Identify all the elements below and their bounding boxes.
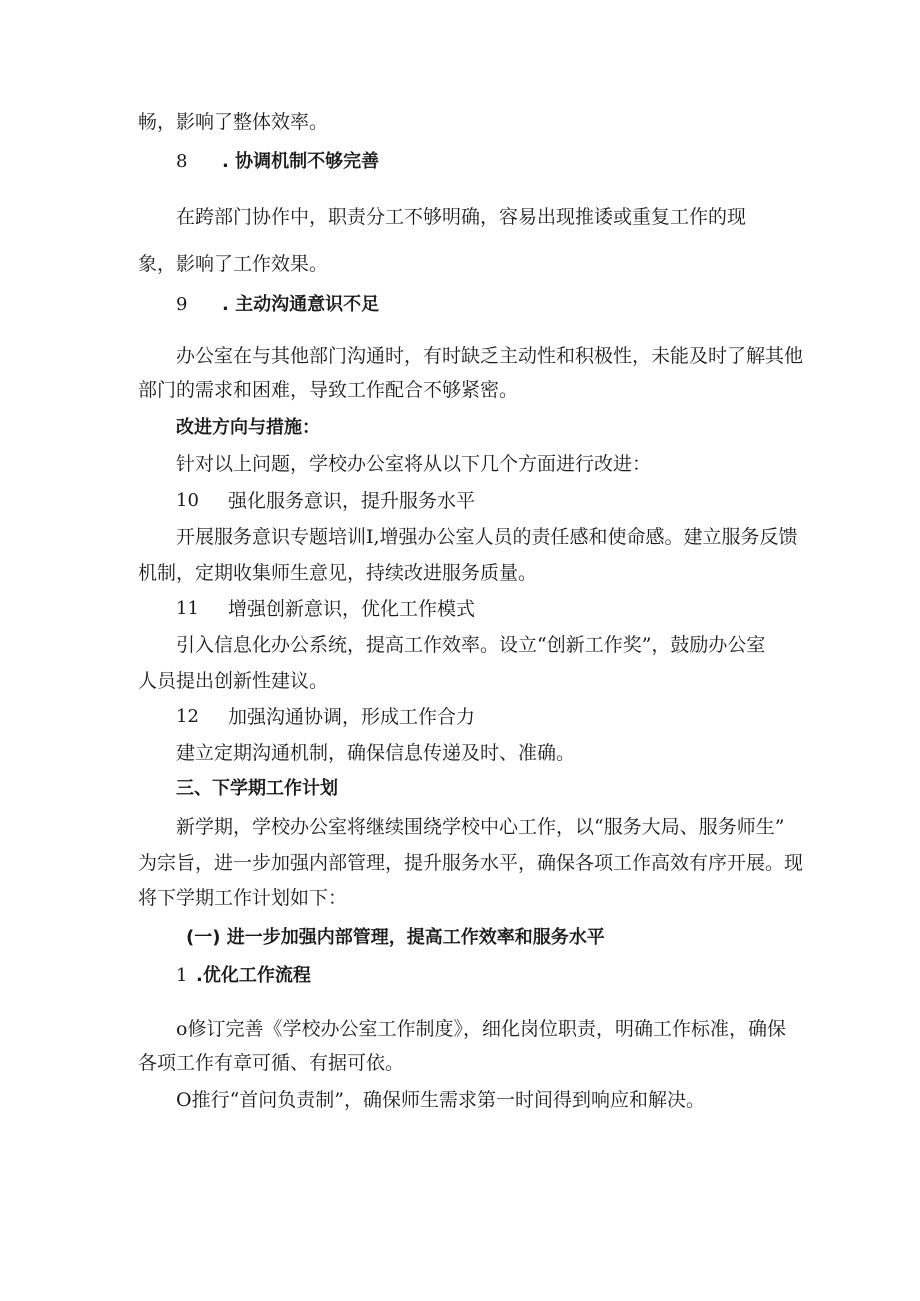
section-heading: . 主动沟通意识不足	[222, 294, 380, 315]
paragraph-line: 象，影响了工作效果。	[138, 253, 329, 275]
item-number: 10	[176, 490, 199, 511]
paragraph-line: 为宗旨，进一步加强内部管理，提升服务水平，确保各项工作高效有序开展。现	[138, 852, 804, 874]
paragraph-line: 引入信息化办公系统，提高工作效率。设立“创新工作奖”，鼓励办公室	[176, 634, 766, 656]
item-number: 12	[176, 706, 199, 727]
paragraph-line: 机制，定期收集师生意见，持续改进服务质量。	[138, 562, 538, 584]
section-heading: 改进方向与措施：	[176, 417, 320, 438]
subsection-heading: (一) 进一步加强内部管理，提高工作效率和服务水平	[186, 927, 605, 948]
paragraph-line: 部门的需求和困难，导致工作配合不够紧密。	[138, 379, 519, 401]
paragraph-line: o修订完善《学校办公室工作制度》，细化岗位职责，明确工作标准，确保	[176, 1018, 786, 1040]
paragraph-line: 畅，影响了整体效率。	[138, 111, 329, 133]
item-number: 11	[176, 598, 199, 619]
item-number: 1	[176, 965, 188, 986]
section-number: 9	[176, 294, 188, 315]
paragraph-line: 新学期，学校办公室将继续围绕学校中心工作，以“服务大局、服务师生”	[176, 816, 785, 838]
item-title: 强化服务意识，提升服务水平	[228, 490, 476, 512]
paragraph-line: 开展服务意识专题培训I,增强办公室人员的责任感和使命感。建立服务反馈	[176, 526, 798, 548]
section-heading: 三、下学期工作计划	[176, 778, 338, 799]
paragraph-line: 建立定期沟通机制，确保信息传递及时、准确。	[176, 742, 576, 764]
paragraph-line: 将下学期工作计划如下：	[138, 887, 348, 909]
item-title: 加强沟通协调，形成工作合力	[228, 706, 476, 728]
section-heading: . 协调机制不够完善	[222, 151, 380, 172]
paragraph-line: 针对以上问题，学校办公室将从以下几个方面进行改进：	[176, 453, 652, 475]
section-number: 8	[176, 151, 188, 172]
paragraph-line: 人员提出创新性建议。	[138, 670, 329, 692]
paragraph-line: 在跨部门协作中，职责分工不够明确，容易出现推诿或重复工作的现	[176, 206, 747, 228]
paragraph-line: O推行“首问负责制”，确保师生需求第一时间得到响应和解决。	[176, 1089, 706, 1111]
paragraph-line: 各项工作有章可循、有据可依。	[138, 1052, 405, 1074]
item-title: 增强创新意识，优化工作模式	[228, 598, 476, 620]
paragraph-line: 办公室在与其他部门沟通时，有时缺乏主动性和积极性，未能及时了解其他	[176, 345, 804, 367]
item-heading: .优化工作流程	[196, 965, 311, 986]
